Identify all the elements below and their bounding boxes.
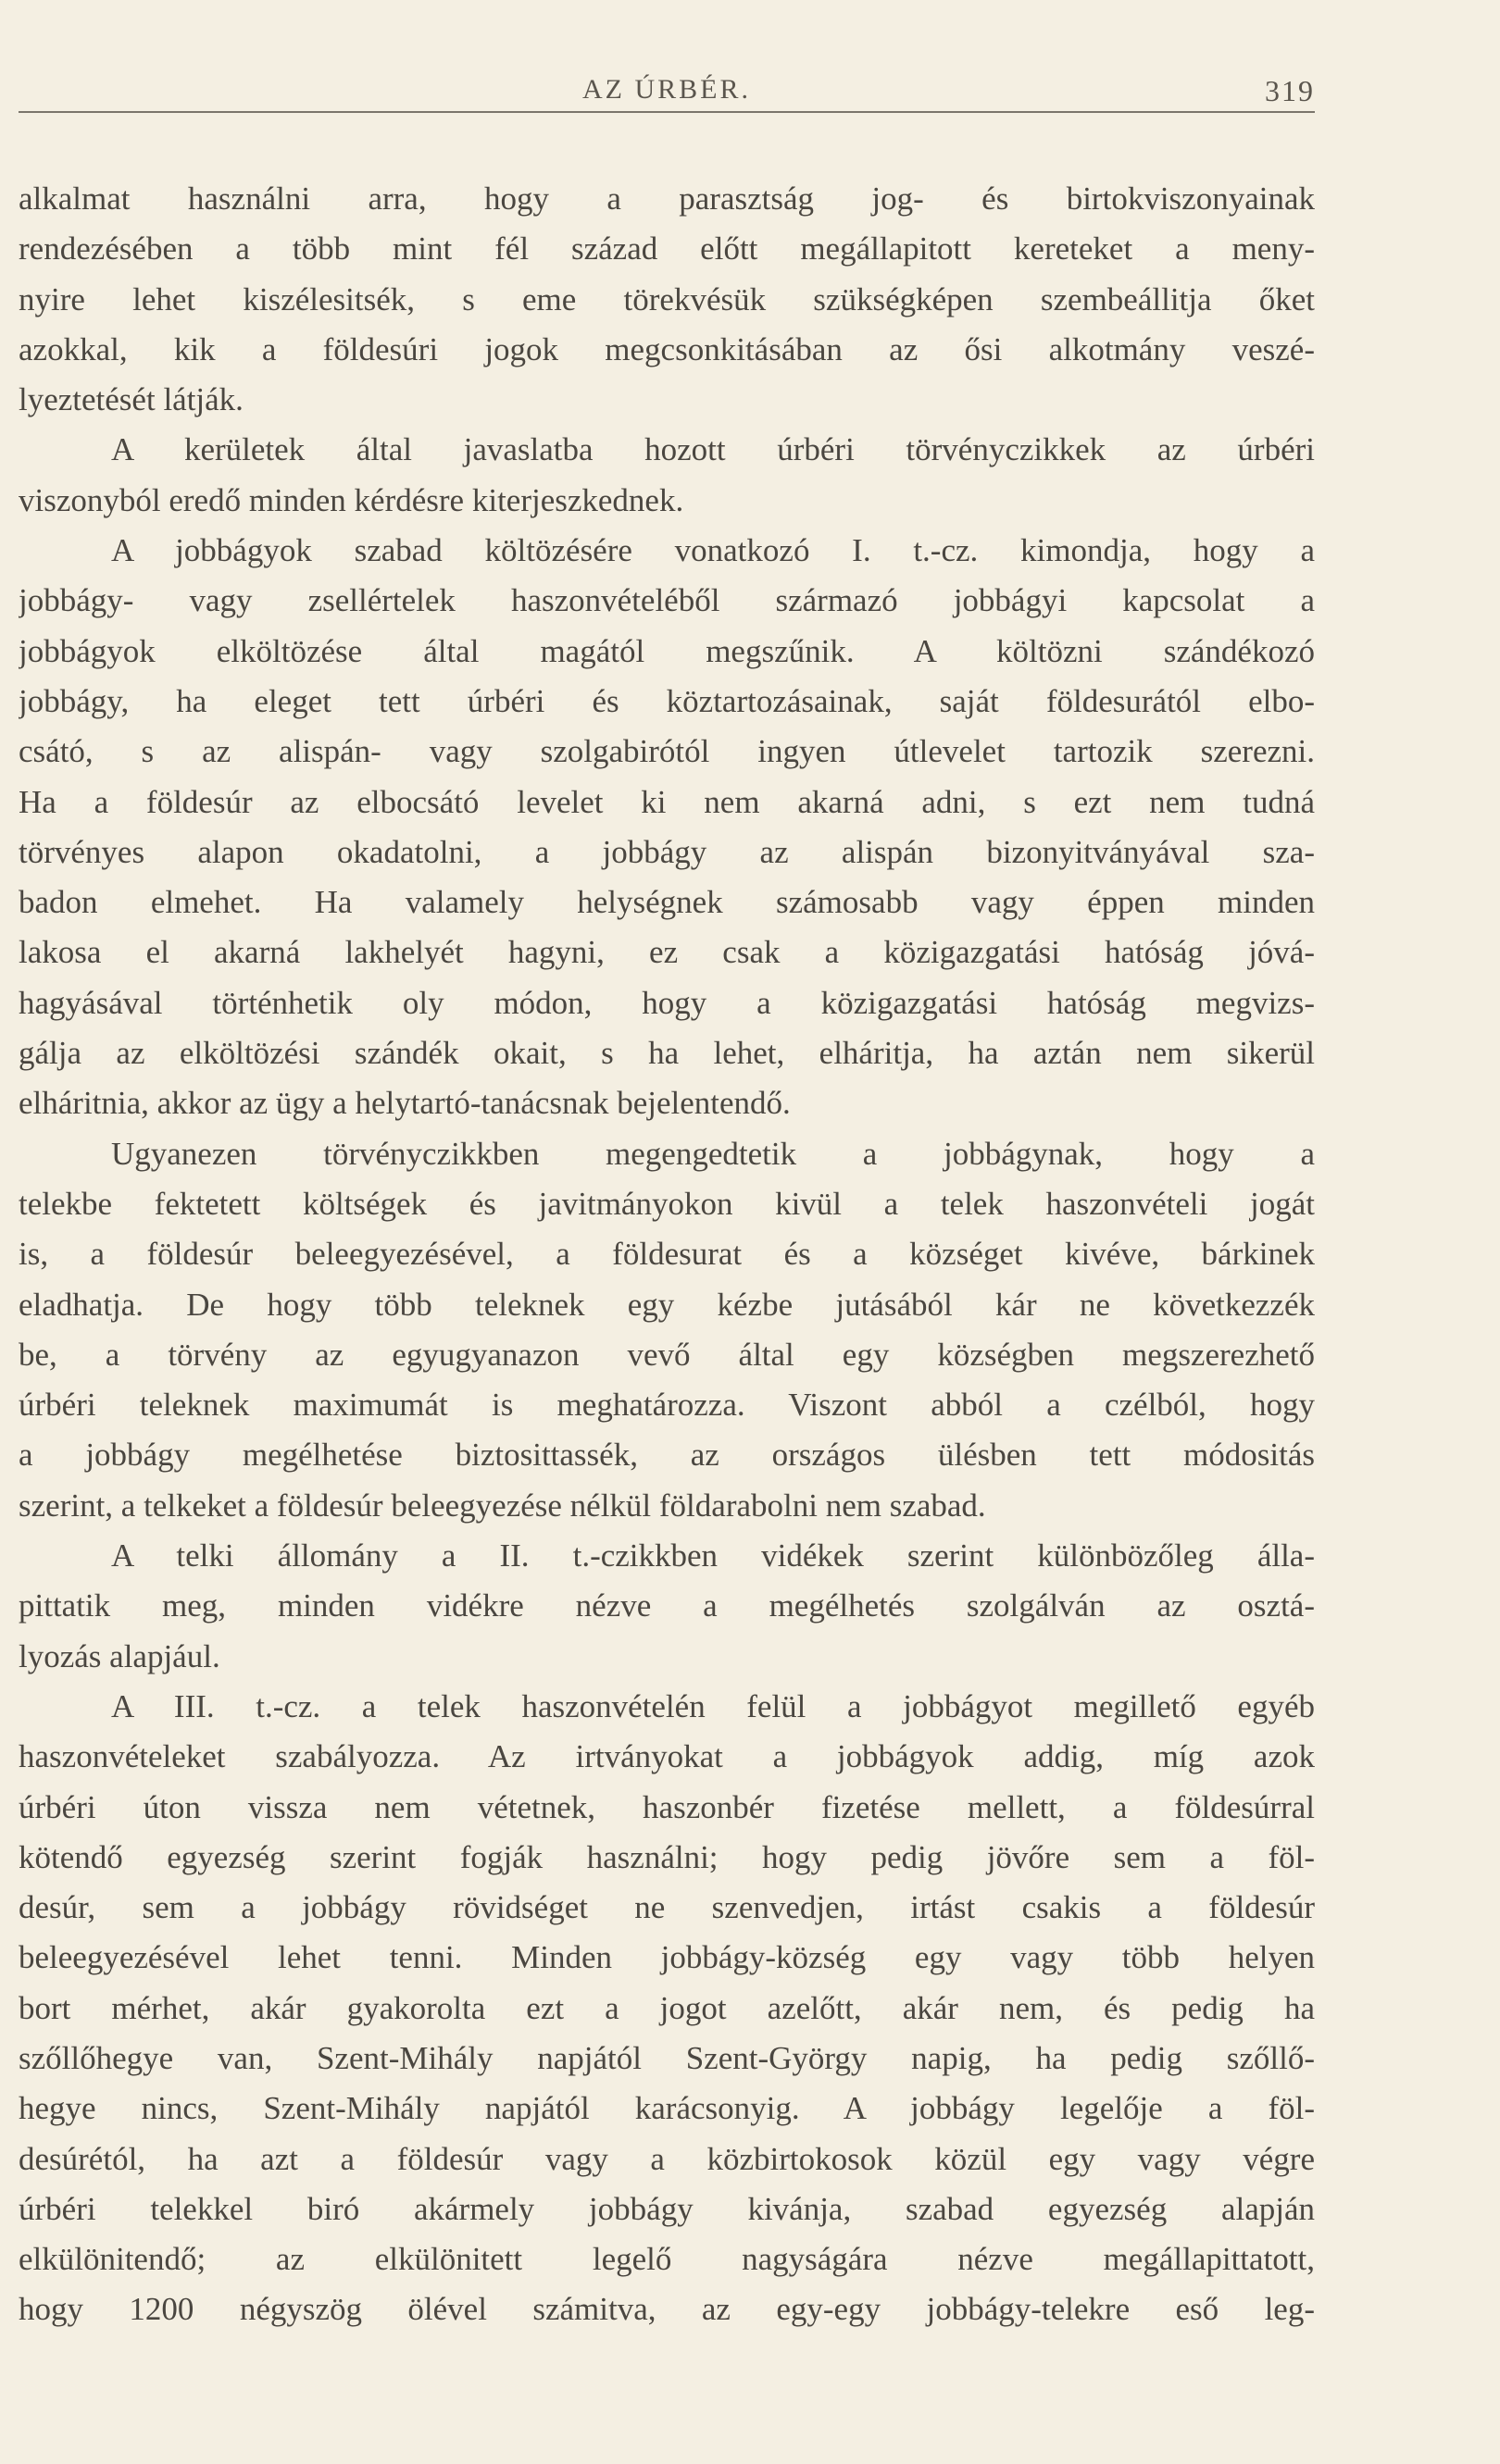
body-text <box>19 174 1315 2335</box>
header-rule <box>19 111 1315 113</box>
text-line: szerint, a telkeket a földesúr beleegyezése nélkül földarabolni nem szabad. <box>19 1487 986 1524</box>
text-line: elkülönitendő; az elkülönitett legelő nagyságára nézve megállapittatott, <box>19 2241 1315 2278</box>
text-line: A jobbágyok szabad költözésére vonatkozó I. t.-cz. kimondja, hogy a <box>111 532 1315 569</box>
text-line: alkalmat használni arra, hogy a parasztság jog- és birtokviszonyainak <box>19 180 1315 217</box>
text-line: eladhatja. De hogy több teleknek egy kézbe jutásából kár ne következzék <box>19 1286 1315 1323</box>
text-line: A III. t.-cz. a telek haszonvételén felül a jobbágyot megillető egyéb <box>111 1687 1315 1724</box>
text-line: jobbágyok elköltözése által magától megszűnik. A költözni szándékozó <box>19 632 1315 669</box>
text-line: törvényes alapon okadatolni, a jobbágy az alispán bizonyitványával sza- <box>19 833 1315 870</box>
text-line: pittatik meg, minden vidékre nézve a megélhetés szolgálván az osztá- <box>19 1587 1315 1624</box>
text-line: jobbágy- vagy zsellértelek haszonvételéből származó jobbágyi kapcsolat a <box>19 582 1315 619</box>
text-line: csátó, s az alispán- vagy szolgabirótól ingyen útlevelet tartozik szerezni. <box>19 733 1315 770</box>
text-line: telekbe fektetett költségek és javitmányokon kivül a telek haszonvételi jogát <box>19 1185 1315 1222</box>
text-line: gálja az elköltözési szándék okait, s ha lehet, elháritja, ha aztán nem sikerül <box>19 1035 1315 1072</box>
text-line: haszonvételeket szabályozza. Az irtványokat a jobbágyok addig, míg azok <box>19 1738 1315 1775</box>
text-line: úrbéri telekkel biró akármely jobbágy kivánja, szabad egyezség alapján <box>19 2190 1315 2227</box>
text-line: a jobbágy megélhetése biztosittassék, az országos ülésben tett módositás <box>19 1437 1315 1474</box>
text-line: rendezésében a több mint fél század előtt megállapitott kereteket a meny- <box>19 230 1315 268</box>
text-line: bort mérhet, akár gyakorolta ezt a jogot azelőtt, akár nem, és pedig ha <box>19 1989 1315 2026</box>
text-line: hegye nincs, Szent-Mihály napjától karácsonyig. A jobbágy legelője a föl- <box>19 2090 1315 2127</box>
text-line: nyire lehet kiszélesitsék, s eme törekvésük szükségképen szembeállitja őket <box>19 280 1315 317</box>
text-line: lyeztetését látják. <box>19 381 244 418</box>
running-header <box>19 65 1315 113</box>
text-line: A telki állomány a II. t.-czikkben vidékek szerint különbözőleg álla- <box>111 1537 1315 1574</box>
text-line: Ugyanezen törvényczikkben megengedtetik a jobbágynak, hogy a <box>111 1135 1315 1172</box>
text-line: desúrétól, ha azt a földesúr vagy a közbirtokosok közül egy vagy végre <box>19 2140 1315 2177</box>
header-title: AZ ÚRBÉR. <box>581 74 751 105</box>
text-line: jobbágy, ha eleget tett úrbéri és köztartozásainak, saját földesurától elbo- <box>19 682 1315 719</box>
text-line: desúr, sem a jobbágy rövidséget ne szenvedjen, irtást csakis a földesúr <box>19 1889 1315 1926</box>
text-line: beleegyezésével lehet tenni. Minden jobbágy-község egy vagy több helyen <box>19 1939 1315 1976</box>
text-line: azokkal, kik a földesúri jogok megcsonkitásában az ősi alkotmány veszé- <box>19 330 1315 367</box>
text-line: hogy 1200 négyszög ölével számitva, az egy-egy jobbágy-telekre eső leg- <box>19 2291 1315 2328</box>
text-line: szőllőhegye van, Szent-Mihály napjától Szent-György napig, ha pedig szőllő- <box>19 2039 1315 2076</box>
text-line: elháritnia, akkor az ügy a helytartó-tanácsnak bejelentendő. <box>19 1085 791 1122</box>
text-line: úrbéri úton vissza nem vétetnek, haszonbér fizetése mellett, a földesúrral <box>19 1788 1315 1825</box>
text-line: badon elmehet. Ha valamely helységnek számosabb vagy éppen minden <box>19 884 1315 921</box>
text-line: is, a földesúr beleegyezésével, a földesurat és a községet kivéve, bárkinek <box>19 1236 1315 1273</box>
text-line: hagyásával történhetik oly módon, hogy a közigazgatási hatóság megvizs- <box>19 984 1315 1021</box>
text-line: Ha a földesúr az elbocsátó levelet ki nem akarná adni, s ezt nem tudná <box>19 783 1315 820</box>
text-line: be, a törvény az egyugyanazon vevő által egy községben megszerezhető <box>19 1336 1315 1373</box>
text-line: lyozás alapjául. <box>19 1637 220 1674</box>
text-line: kötendő egyezség szerint fogják használni; hogy pedig jövőre sem a föl- <box>19 1838 1315 1875</box>
text-line: viszonyból eredő minden kérdésre kiterjeszkednek. <box>19 481 684 518</box>
page-number: 319 <box>1265 74 1315 107</box>
text-line: lakosa el akarná lakhelyét hagyni, ez csak a közigazgatási hatóság jóvá- <box>19 934 1315 971</box>
text-line: úrbéri teleknek maximumát is meghatározza. Viszont abból a czélból, hogy <box>19 1387 1315 1424</box>
text-line: A kerületek által javaslatba hozott úrbéri törvényczikkek az úrbéri <box>111 431 1315 468</box>
